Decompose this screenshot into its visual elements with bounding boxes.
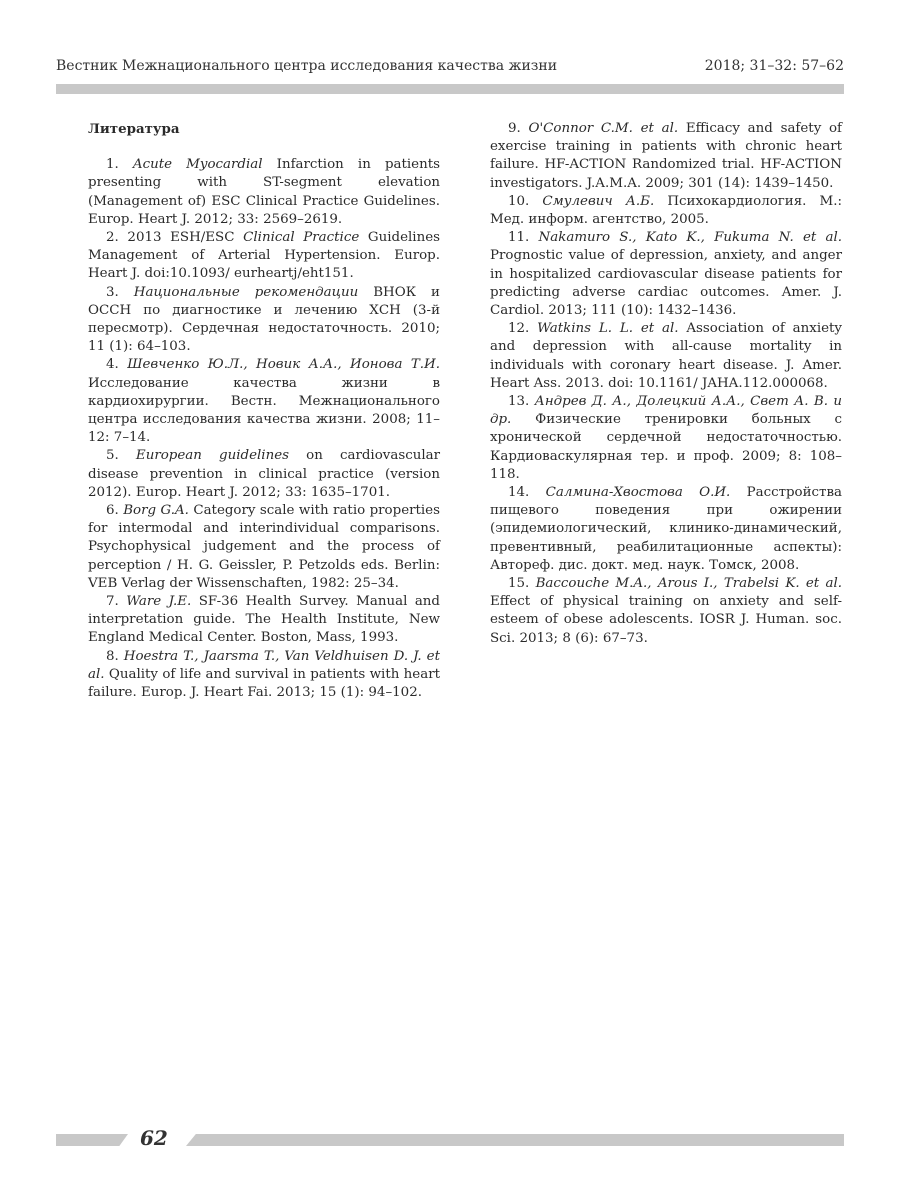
reference-item <box>490 120 842 193</box>
reference-authors: Ware J.E. <box>126 594 192 610</box>
reference-authors: Clinical Practice <box>243 230 360 246</box>
reference-number: 9. <box>508 121 529 136</box>
reference-number: 6. <box>106 503 124 519</box>
reference-item <box>490 320 842 393</box>
reference-authors: Hoestra T., Jaarsma T., Van Veldhuisen D. J. et al. <box>88 648 440 682</box>
reference-item <box>88 648 440 703</box>
reference-number: 5. <box>106 448 136 464</box>
reference-number: 7. <box>106 594 127 610</box>
reference-item <box>490 229 842 320</box>
reference-authors: Borg G.A. <box>123 503 189 519</box>
reference-text: Infarction in patients presenting with ST-segment elevation (Management of) ESC Clinical Practice Guidelines. Europ. Heart J. 2012; 33: 2569–2619. <box>88 157 440 227</box>
running-header <box>56 58 844 82</box>
reference-text: Расстройства пищевого поведения при ожирении (эпидемиологический, клинико-динамический, превентивный, реабилитационные аспекты): Автореф. дис. докт. мед. наук. Томск, 2008. <box>490 485 842 573</box>
reference-text: Психокардиология. М.: Мед. информ. агентство, 2005. <box>490 193 842 228</box>
page-number: 62 <box>140 1126 168 1150</box>
reference-authors: Салмина-Хвостова О.И. <box>545 485 731 501</box>
reference-item <box>88 229 440 284</box>
reference-text: SF-36 Health Survey. Manual and interpretation guide. The Health Institute, New England Medical Center. Boston, Mass, 1993. <box>88 594 440 646</box>
reference-text: Guidelines Management of Arterial Hypertension. Europ. Heart J. doi:10.1093/ eurheartj/eht151. <box>88 230 440 282</box>
reference-item <box>88 356 440 447</box>
header-rule <box>56 84 844 94</box>
reference-text: Quality of life and survival in patients with heart failure. Europ. J. Heart Fai. 2013; 15 (1): 94–102. <box>88 666 440 701</box>
footer-rule-right <box>186 1134 844 1146</box>
reference-number: 10. <box>508 193 543 209</box>
reference-list-left <box>88 156 440 702</box>
reference-number: 12. <box>508 321 538 337</box>
reference-authors: Nakamuro S., Kato K., Fukuma N. et al. <box>538 230 842 246</box>
issue-info: 2018; 31–32: 57–62 <box>704 58 844 74</box>
reference-number: 11. <box>508 230 539 246</box>
reference-text: Category scale with ratio properties for intermodal and interindividual comparisons. Psychophysical judgement and the process of perception / H. G. Geissler, P. Petzolds eds. Berlin: VEB Verlag der Wissenschaften, 1982: 25–34. <box>88 503 440 591</box>
reference-authors: Acute Myocardial <box>132 157 263 173</box>
reference-item <box>490 193 842 229</box>
section-title: Литература <box>88 121 180 137</box>
reference-authors: O'Connor C.M. et al. <box>528 121 679 136</box>
reference-text: Физические тренировки больных с хронической сердечной недостаточностью. Кардиоваскулярная тер. и проф. 2009; 8: 108–118. <box>490 412 842 482</box>
reference-item <box>490 393 842 484</box>
reference-item <box>88 447 440 502</box>
reference-text: Efficacy and safety of exercise training in patients with chronic heart failure. HF-ACTION Randomized trial. HF-ACTION investigators. J.A.M.A. 2009; 301 (14): 1439–1450. <box>490 121 842 191</box>
reference-item <box>490 484 842 575</box>
reference-item <box>88 284 440 357</box>
reference-number: 13. <box>508 394 535 410</box>
reference-authors: Национальные рекомендации <box>133 284 359 300</box>
right-column <box>490 120 842 648</box>
reference-item <box>88 593 440 648</box>
reference-text: ВНОК и ОССН по диагностике и лечению ХСН (3-й пересмотр). Сердечная недостаточность. 2010; 11 (1): 64–103. <box>88 284 440 355</box>
reference-authors: Watkins L. L. et al. <box>537 321 679 337</box>
reference-number: 4. <box>106 357 128 373</box>
reference-number: 3. <box>106 284 134 300</box>
reference-authors: Смулевич А.Б. <box>542 193 655 209</box>
reference-list-right <box>490 120 842 648</box>
left-column <box>88 120 440 702</box>
reference-number: 1. <box>106 157 133 173</box>
reference-authors: Андрев Д. А., Долецкий А.А., Свет А. В. и др. <box>490 394 842 428</box>
reference-item <box>88 502 440 593</box>
reference-text: Effect of physical training on anxiety and self-esteem of obese adolescents. IOSR J. Human. soc. Sci. 2013; 8 (6): 67–73. <box>490 594 842 646</box>
reference-number: 15. <box>508 576 536 592</box>
reference-authors: European guidelines <box>135 448 289 464</box>
reference-item <box>490 575 842 648</box>
reference-authors: Шевченко Ю.Л., Новик А.А., Ионова Т.И. <box>127 357 440 373</box>
reference-text: Исследование качества жизни в кардиохирургии. Вестн. Межнационального центра исследования качества жизни. 2008; 11–12: 7–14. <box>88 375 440 446</box>
reference-item <box>88 156 440 229</box>
journal-title: Вестник Межнационального центра исследования качества жизни <box>56 58 558 74</box>
reference-authors: Baccouche M.A., Arous I., Trabelsi K. et al. <box>535 576 842 592</box>
reference-number: 2. 2013 ESH/ESC <box>106 230 244 246</box>
reference-number: 8. <box>106 648 124 664</box>
reference-text: Association of anxiety and depression with all-cause mortality in individuals with coronary heart disease. J. Amer. Heart Ass. 2013. doi: 10.1161/ JAHA.112.000068. <box>490 321 842 391</box>
reference-text: on cardiovascular disease prevention in clinical practice (version 2012). Europ. Heart J. 2012; 33: 1635–1701. <box>88 448 440 500</box>
footer-rule-left <box>56 1134 128 1146</box>
reference-text: Prognostic value of depression, anxiety, and anger in hospitalized cardiovascular disease patients for predicting adverse cardiac outcomes. Amer. J. Cardiol. 2013; 111 (10): 1432–1436. <box>490 248 842 319</box>
reference-number: 14. <box>508 485 546 501</box>
